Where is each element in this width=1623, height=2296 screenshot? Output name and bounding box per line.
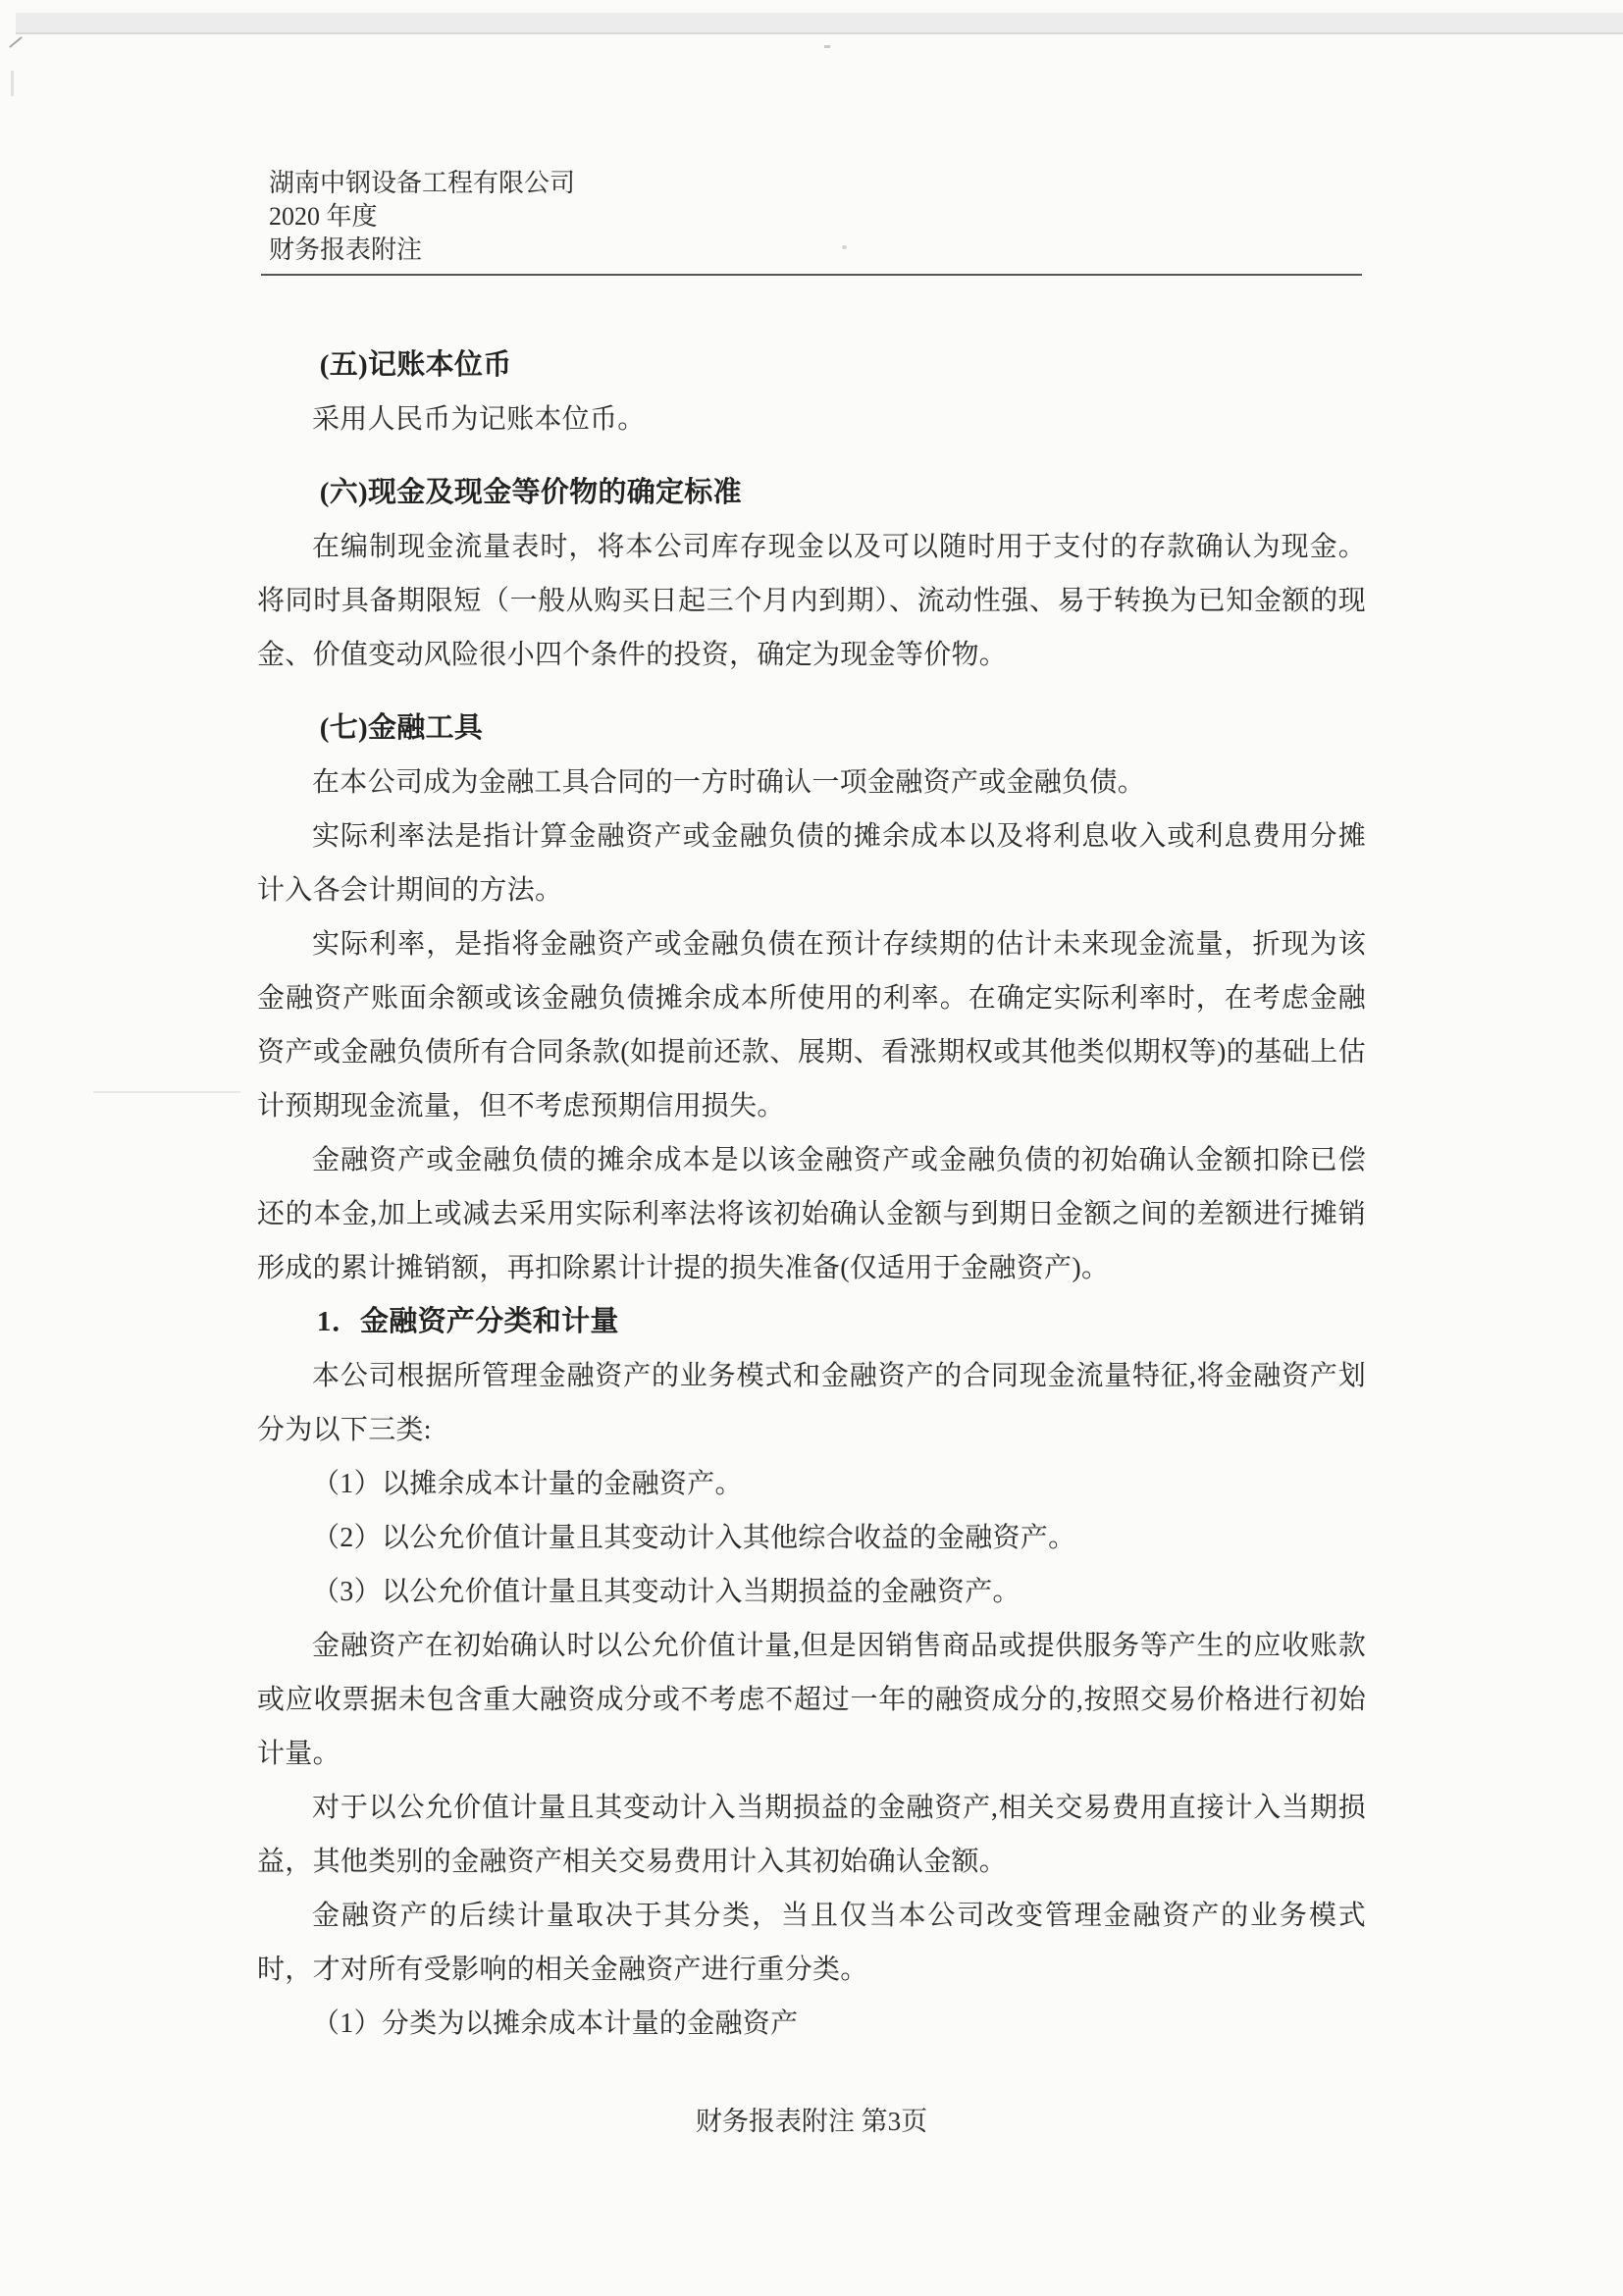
list-item-classification: （1）分类为以摊余成本计量的金融资产 (312, 2009, 799, 2039)
report-period: 2020 年度 (269, 202, 378, 231)
header-rule-divider (261, 274, 1362, 276)
list-item-3: （3）以公允价值计量且其变动计入当期损益的金融资产。 (312, 1577, 1021, 1607)
scan-artifact-scratch (93, 1091, 240, 1093)
section-heading-5: (五)记账本位币 (319, 349, 512, 381)
body-paragraph: 金融资产或金融负债的摊余成本是以该金融资产或金融负债的初始确认金额扣除已偿还的本金,加上或减去采用实际利率法将该初始确认金额与到期日金额之间的差额进行摊销形成的累计摊销额，再扣除累计计提的损失准备(仅适用于金融资产)。 (257, 1145, 1366, 1283)
scan-artifact-speck (824, 45, 830, 48)
body-paragraph: 在编制现金流量表时，将本公司库存现金以及可以随时用于支付的存款确认为现金。将同时具备期限短（一般从购买日起三个月内到期）、流动性强、易于转换为已知金额的现金、价值变动风险很小四个条件的投资，确定为现金等价物。 (257, 532, 1366, 670)
document-header (269, 167, 575, 267)
body-paragraph: 金融资产在初始确认时以公允价值计量,但是因销售商品或提供服务等产生的应收账款或应收票据未包含重大融资成分或不考虑不超过一年的融资成分的,按照交易价格进行初始计量。 (257, 1631, 1366, 1769)
document-body (257, 319, 1366, 2051)
body-paragraph: 金融资产的后续计量取决于其分类，当且仅当本公司改变管理金融资产的业务模式时，才对所有受影响的相关金融资产进行重分类。 (257, 1901, 1366, 1985)
body-paragraph: 实际利率，是指将金融资产或金融负债在预计存续期的估计未来现金流量，折现为该金融资产账面余额或该金融负债摊余成本所使用的利率。在确定实际利率时，在考虑金融资产或金融负债所有合同条款(如提前还款、展期、看涨期权或其他类似期权等)的基础上估计预期现金流量，但不考虑预期信用损失。 (257, 929, 1366, 1122)
scan-artifact-speck (842, 245, 847, 249)
body-paragraph: 实际利率法是指计算金融资产或金融负债的摊余成本以及将利息收入或利息费用分摊计入各会计期间的方法。 (257, 821, 1366, 906)
subsection-heading-1: 1．金融资产分类和计量 (316, 1306, 619, 1337)
section-heading-6: (六)现金及现金等价物的确定标准 (319, 477, 742, 508)
body-paragraph: 对于以公允价值计量且其变动计入当期损益的金融资产,相关交易费用直接计入当期损益，其他类别的金融资产相关交易费用计入其初始确认金额。 (257, 1793, 1366, 1877)
company-name: 湖南中钢设备工程有限公司 (269, 169, 576, 197)
document-title: 财务报表附注 (269, 235, 423, 264)
list-item-1: （1）以摊余成本计量的金融资产。 (312, 1469, 743, 1499)
footer-page-label: 财务报表附注 第3页 (695, 2107, 928, 2136)
scan-artifact-top-band (16, 13, 1623, 34)
scan-artifact-tick-mark (9, 36, 23, 48)
body-paragraph: 在本公司成为金融工具合同的一方时确认一项金融资产或金融负债。 (312, 767, 1146, 798)
body-paragraph: 采用人民币为记账本位币。 (312, 404, 646, 435)
body-paragraph: 本公司根据所管理金融资产的业务模式和金融资产的合同现金流量特征,将金融资产划分为以下三类: (257, 1361, 1366, 1445)
list-item-2: （2）以公允价值计量且其变动计入其他综合收益的金融资产。 (312, 1523, 1076, 1553)
section-heading-7: (七)金融工具 (319, 712, 484, 744)
page-footer (0, 2102, 1623, 2141)
scan-artifact-smudge (11, 71, 14, 96)
